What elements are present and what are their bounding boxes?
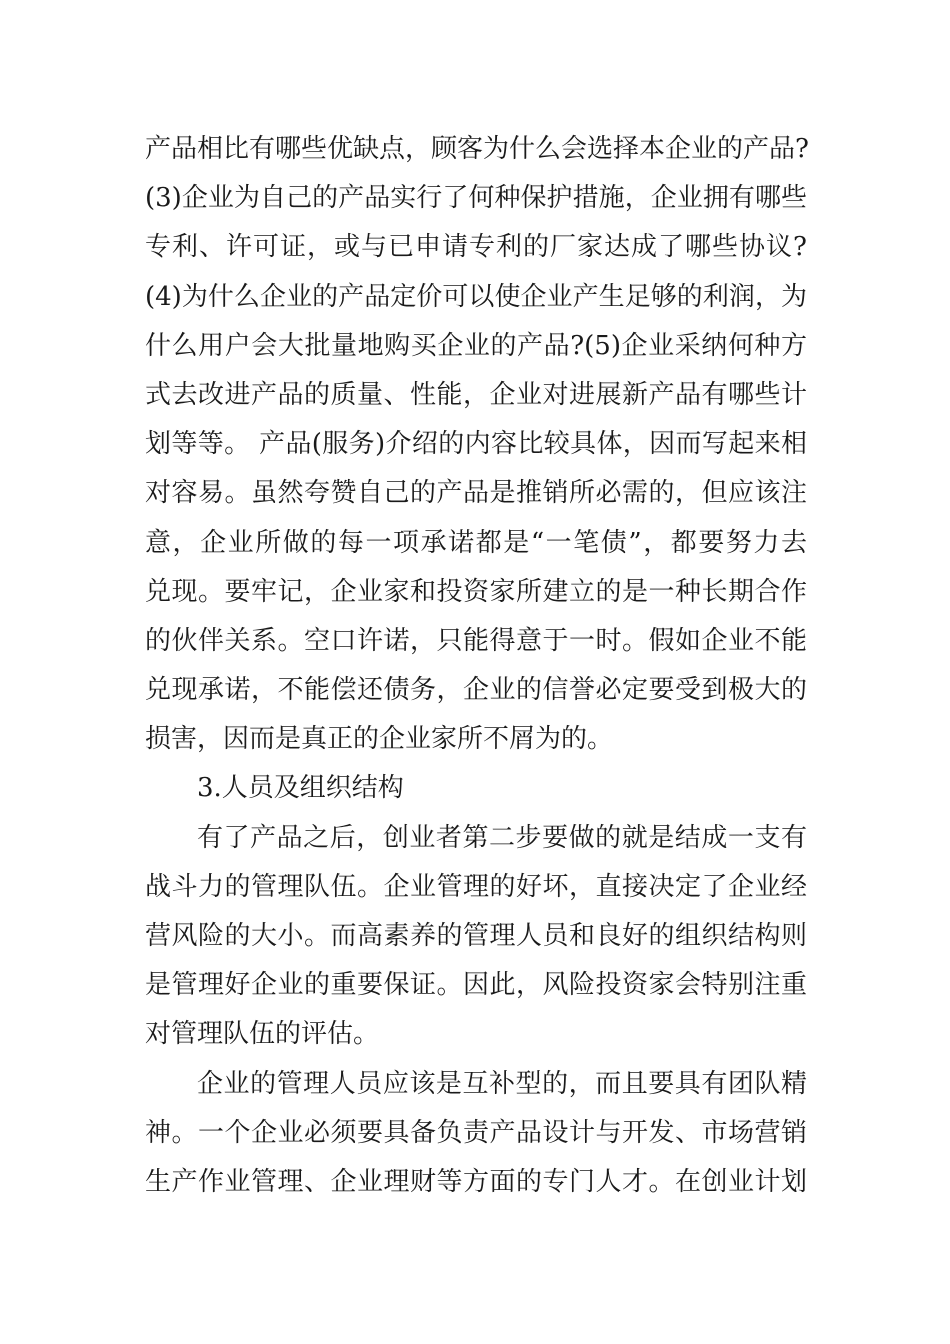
paragraph-management-team <box>145 814 807 1060</box>
text-line: 意，企业所做的每一项承诺都是“一笔债”，都要努力去 <box>145 527 807 558</box>
text-line: 对容易。虽然夸赞自己的产品是推销所必需的，但应该注 <box>145 478 807 509</box>
text-line: 有了产品之后，创业者第二步要做的就是结成一支有 <box>197 822 807 853</box>
section-heading: 3.人员及组织结构 <box>197 773 404 804</box>
text-line: 产品相比有哪些优缺点，顾客为什么会选择本企业的产品? <box>145 134 809 164</box>
text-line: 企业的管理人员应该是互补型的，而且要具有团队精 <box>197 1068 807 1099</box>
text-line: 什么用户会大批量地购买企业的产品?(5)企业采纳何种方 <box>145 330 807 361</box>
text-line: 神。一个企业必须要具备负责产品设计与开发、市场营销 <box>145 1117 807 1148</box>
document-body <box>145 125 807 1207</box>
text-line: 生产作业管理、企业理财等方面的专门人才。在创业计划 <box>145 1166 807 1197</box>
text-line: 专利、许可证，或与已申请专利的厂家达成了哪些协议? <box>145 232 807 263</box>
paragraph-product-intro <box>145 125 807 764</box>
text-line: 对管理队伍的评估。 <box>145 1019 380 1050</box>
text-line: 战斗力的管理队伍。企业管理的好坏，直接决定了企业经 <box>145 871 807 902</box>
text-line: 是管理好企业的重要保证。因此，风险投资家会特别注重 <box>145 970 807 1001</box>
text-line: 兑现承诺，不能偿还债务，企业的信誉必定要受到极大的 <box>145 675 807 706</box>
text-line: 兑现。要牢记，企业家和投资家所建立的是一种长期合作 <box>145 576 807 607</box>
text-line: (4)为什么企业的产品定价可以使企业产生足够的利润，为 <box>145 281 807 312</box>
text-line: 损害，因而是真正的企业家所不屑为的。 <box>145 724 614 755</box>
text-line: 营风险的大小。而高素养的管理人员和良好的组织结构则 <box>145 921 807 951</box>
text-line: 的伙伴关系。空口许诺，只能得意于一时。假如企业不能 <box>145 625 807 656</box>
paragraph-complementary-staff <box>145 1060 807 1208</box>
text-line: 式去改进产品的质量、性能，企业对进展新产品有哪些计 <box>145 379 807 410</box>
text-line: 划等等。 产品(服务)介绍的内容比较具体，因而写起来相 <box>145 429 807 460</box>
text-line: (3)企业为自己的产品实行了何种保护措施，企业拥有哪些 <box>145 183 807 214</box>
